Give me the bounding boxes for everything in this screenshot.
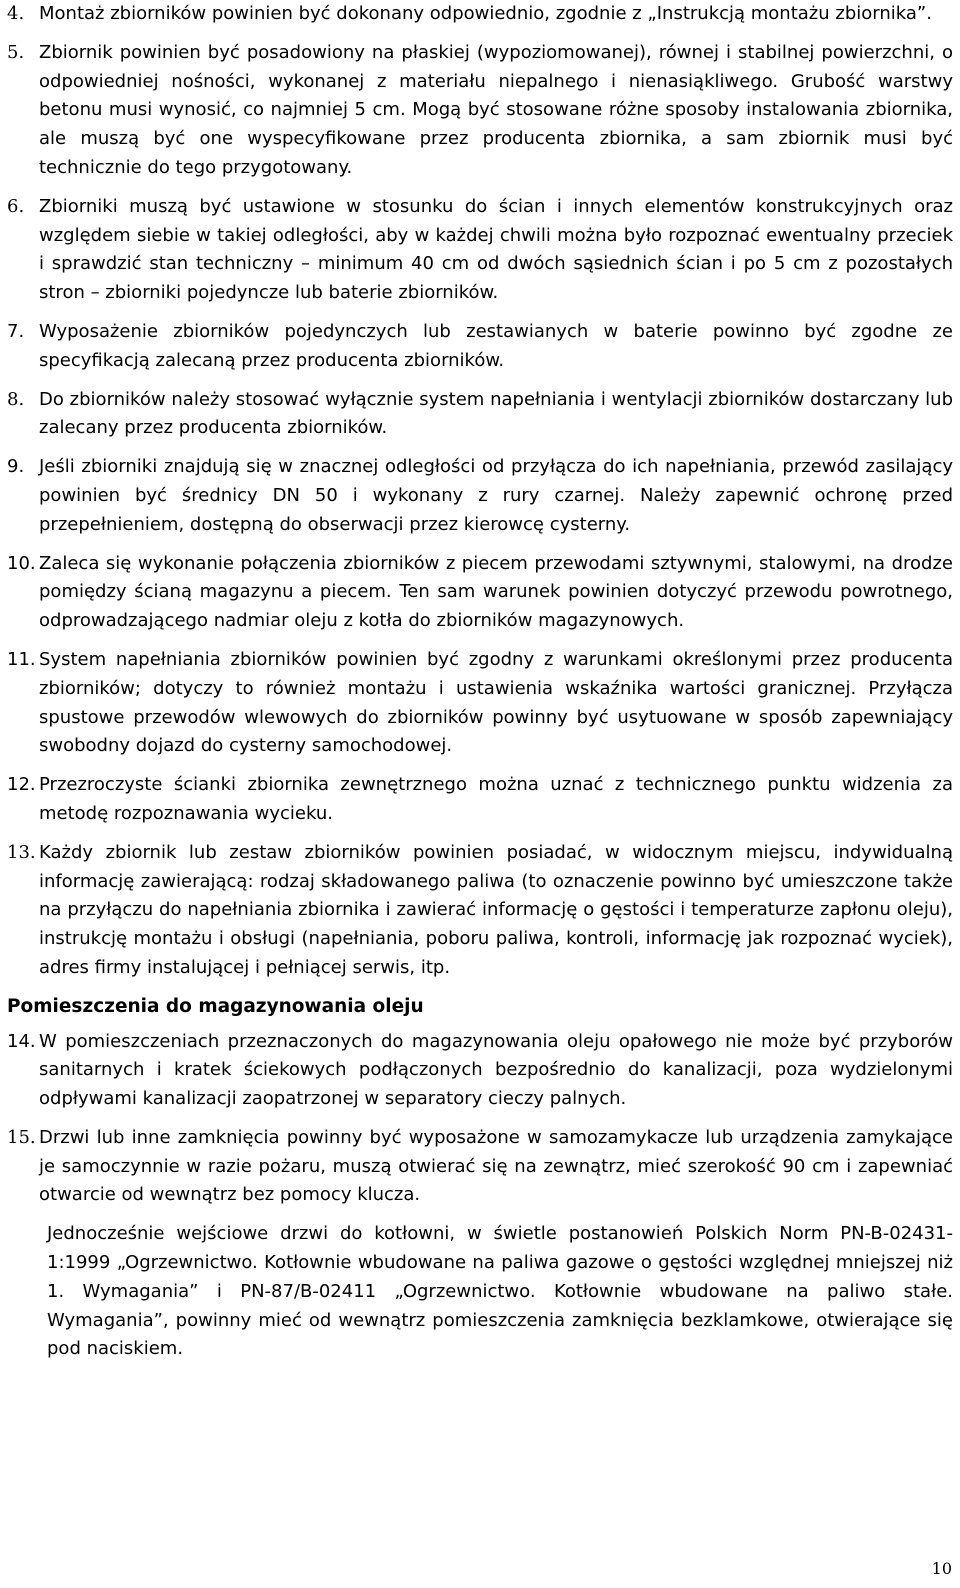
list-item [7,193,953,308]
item-number: 10. [7,552,36,574]
item-text: Zbiorniki muszą być ustawione w stosunku do ścian i innych elementów konstrukcyjnych oraz względem siebie w takiej odległości, aby w każdej chwili można było rozpoznać ewentualny przeciek i sprawdzić stan techniczny – minimum 40 cm od dwóch sąsiednich ścian i po 5 cm z pozostałych stron – zbiorniki pojedyncze lub baterie zbiorników. [39,195,953,304]
item-number: 8. [7,388,25,410]
item-number: 5. [7,41,25,63]
item-text: Wyposażenie zbiorników pojedynczych lub zestawianych w baterie powinno być zgodne ze specyfikacją zalecaną przez producenta zbiorników. [39,320,953,371]
list-item [7,453,953,539]
item-text: Przezroczyste ścianki zbiornika zewnętrznego można uznać z technicznego punktu widzenia za metodę rozpoznawania wycieku. [39,774,953,824]
item-number: 14. [7,1030,36,1052]
list-item [7,771,953,829]
item-text: W pomieszczeniach przeznaczonych do magazynowania oleju opałowego nie może być przyborów sanitarnych i kratek ściekowych podłączonych bezpośrednio do kanalizacji, poza wydzielonymi odpływami kanalizacji zaopatrzonej w separatory cieczy palnych. [39,1030,953,1110]
item-number: 6. [7,195,25,217]
list-item [7,839,953,983]
list-item [7,318,953,376]
item-text: Jeśli zbiorniki znajdują się w znacznej odległości od przyłącza do ich napełniania, przewód zasilający powinien być średnicy DN 50 i wykonany z rury czarnej. Należy zapewnić ochronę przed przepełnieniem, dostępną do obserwacji przez kierowcę cysterny. [39,456,953,535]
item-number: 9. [7,456,25,478]
item-text: Każdy zbiornik lub zestaw zbiorników powinien posiadać, w widocznym miejscu, indywidualną informację zawierającą: rodzaj składowanego paliwa (to oznaczenie powinno być umieszczone także na przyłączu do napełniania zbiornika i zawierać informację o gęstości i temperaturze zapłonu oleju), instrukcję montażu i obsługi (napełniania, poboru paliwa, kontroli, informację jak rozpoznać wyciek), adres firmy instalującej i pełniącej serwis, itp. [39,841,953,978]
item-text: Drzwi lub inne zamknięcia powinny być wyposażone w samozamykacze lub urządzenia zamykające je samoczynnie w razie pożaru, muszą otwierać się na zewnątrz, mieć szerokość 90 cm i zapewniać otwarcie od wewnątrz bez pomocy klucza. [39,1126,953,1206]
list-item [7,550,953,636]
item-number: 15. [7,1126,36,1148]
list-item [7,1028,953,1114]
item-text: Zbiornik powinien być posadowiony na płaskiej (wypoziomowanej), równej i stabilnej powierzchni, o odpowiedniej nośności, wykonanej z materiału niepalnego i nienasiąkliwego. Grubość warstwy betonu musi wynosić, co najmniej 5 cm. Mogą być stosowane różne sposoby instalowania zbiornika, ale muszą być one wyspecyfikowane przez producenta zbiornika, a sam zbiornik musi być technicznie do tego przygotowany. [39,41,953,178]
item-text: Zaleca się wykonanie połączenia zbiorników z piecem przewodami sztywnymi, stalowymi, na drodze pomiędzy ścianą magazynu a piecem. Ten sam warunek powinien dotyczyć przewodu powrotnego, odprowadzającego nadmiar oleju z kotła do zbiorników magazynowych. [39,552,953,632]
list-item [7,646,953,761]
item-text: Montaż zbiorników powinien być dokonany odpowiednio, zgodnie z „Instrukcją montażu zbiornika”. [39,3,932,24]
list-item [7,386,953,444]
list-item [7,0,953,29]
requirements-list-part-2 [7,1028,953,1211]
section-heading: Pomieszczenia do magazynowania oleju [7,995,424,1017]
item-number: 11. [7,648,36,670]
item-number: 4. [7,3,25,24]
requirements-list-part-1 [7,0,953,983]
item-text: Do zbiorników należy stosować wyłącznie system napełniania i wentylacji zbiorników dostarczany lub zalecany przez producenta zbiorników. [39,388,953,439]
page-number: 10 [931,1559,952,1579]
item-text: System napełniania zbiorników powinien być zgodny z warunkami określonymi przez producenta zbiorników; dotyczy to również montażu i ustawienia wskaźnika wartości granicznej. Przyłącza spustowe przewodów wlewowych do zbiorników powinny być usytuowane w sposób zapewniający swobodny dojazd do cysterny samochodowej. [39,648,953,757]
document-page [7,0,953,1382]
list-item [7,39,953,183]
list-item [7,1124,953,1210]
item-number: 12. [7,774,36,796]
item-number: 7. [7,320,25,342]
standards-note: Jednocześnie wejściowe drzwi do kotłowni, w świetle postanowień Polskich Norm PN-B-02431-1:1999 „Ogrzewnictwo. Kotłownie wbudowane na paliwa gazowe o gęstości względnej mniejszej niż 1. Wymagania” i PN-87/B-02411 „Ogrzewnictwo. Kotłownie wbudowane na paliwo stałe. Wymagania”, powinny mieć od wewnątrz pomieszczenia zamknięcia bezklamkowe, otwierające się pod naciskiem. [47,1223,953,1360]
item-number: 13. [7,841,36,863]
